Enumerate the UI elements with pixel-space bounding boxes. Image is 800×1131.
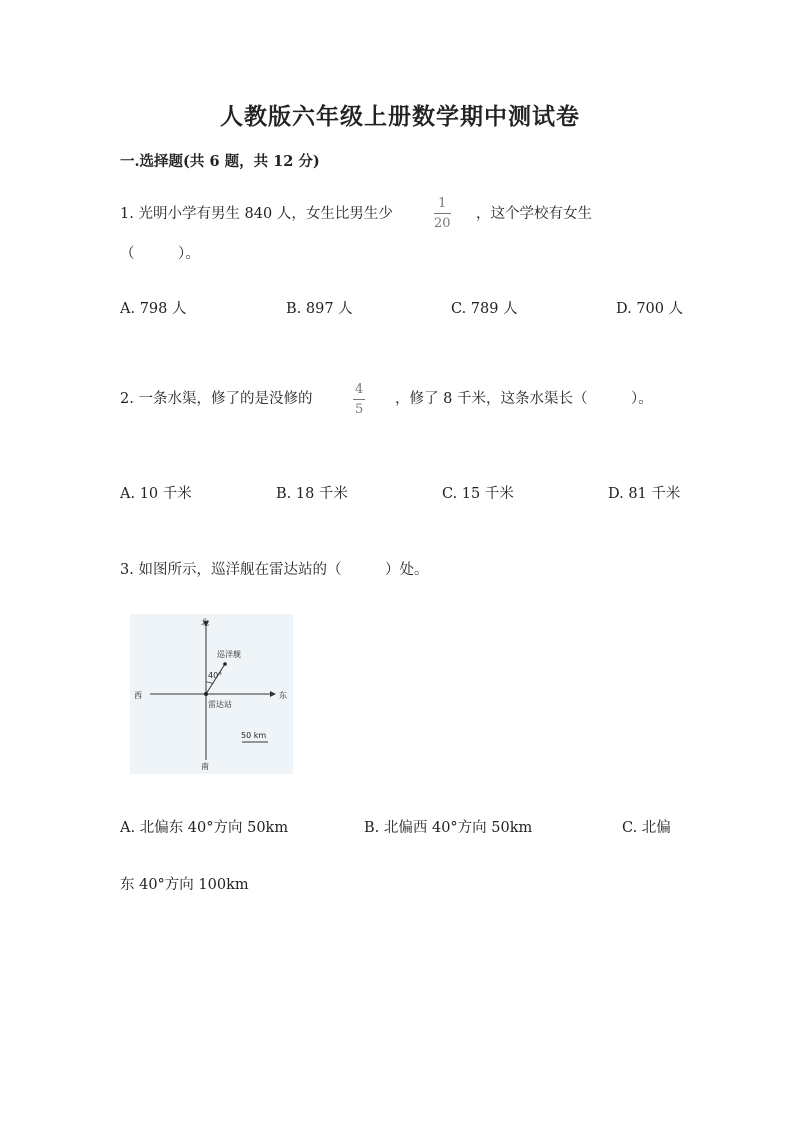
fraction-numerator: 1 [438,196,447,211]
question-1-blank: （ ）。 [120,246,200,262]
fraction-denominator: 5 [355,402,364,417]
question-1-option-c: C. 789 人 [451,301,518,317]
station-point [204,692,208,696]
question-1-option-b: B. 897 人 [286,301,353,317]
question-2-option-a: A. 10 千米 [120,486,192,502]
fraction-denominator: 20 [434,216,451,231]
question-3-option-b: B. 北偏西 40°方向 50km [364,820,533,836]
question-3-text: 3. 如图所示，巡洋舰在雷达站的（ ）处。 [120,562,429,578]
west-label: 西 [134,691,142,700]
section-heading: 一.选择题(共 6 题，共 12 分) [120,153,320,170]
south-label: 南 [201,762,209,771]
page-title: 人教版六年级上册数学期中测试卷 [220,103,580,130]
ship-point [223,662,227,666]
question-1-option-a: A. 798 人 [120,301,187,317]
question-3-option-c-continued: 东 40°方向 100km [120,877,249,893]
station-label: 雷达站 [208,700,232,709]
question-3-option-c: C. 北偏 [622,820,671,836]
question-2-option-d: D. 81 千米 [608,486,681,502]
north-label: 北 [201,618,209,627]
question-2-option-c: C. 15 千米 [442,486,514,502]
direction-diagram [130,614,293,774]
east-label: 东 [279,691,287,700]
question-3-option-a: A. 北偏东 40°方向 50km [120,820,289,836]
question-1-text-after: ，这个学校有女生 [476,206,592,222]
question-1-option-d: D. 700 人 [616,301,684,317]
ship-label: 巡洋舰 [217,650,241,659]
question-2-text: 2. 一条水渠，修了的是没修的 [120,391,313,407]
radar-figure [130,614,293,774]
question-2-option-b: B. 18 千米 [276,486,348,502]
angle-label: 40° [208,671,223,680]
question-1-fraction [434,197,451,230]
question-1-text: 1. 光明小学有男生 840 人，女生比男生少 [120,206,393,222]
fraction-numerator: 4 [355,382,364,397]
question-2-fraction [353,383,365,416]
angle-arc [206,682,213,684]
scale-label: 50 km [241,731,267,740]
question-2-text-after: ，修了 8 千米，这条水渠长（ ）。 [395,391,653,407]
